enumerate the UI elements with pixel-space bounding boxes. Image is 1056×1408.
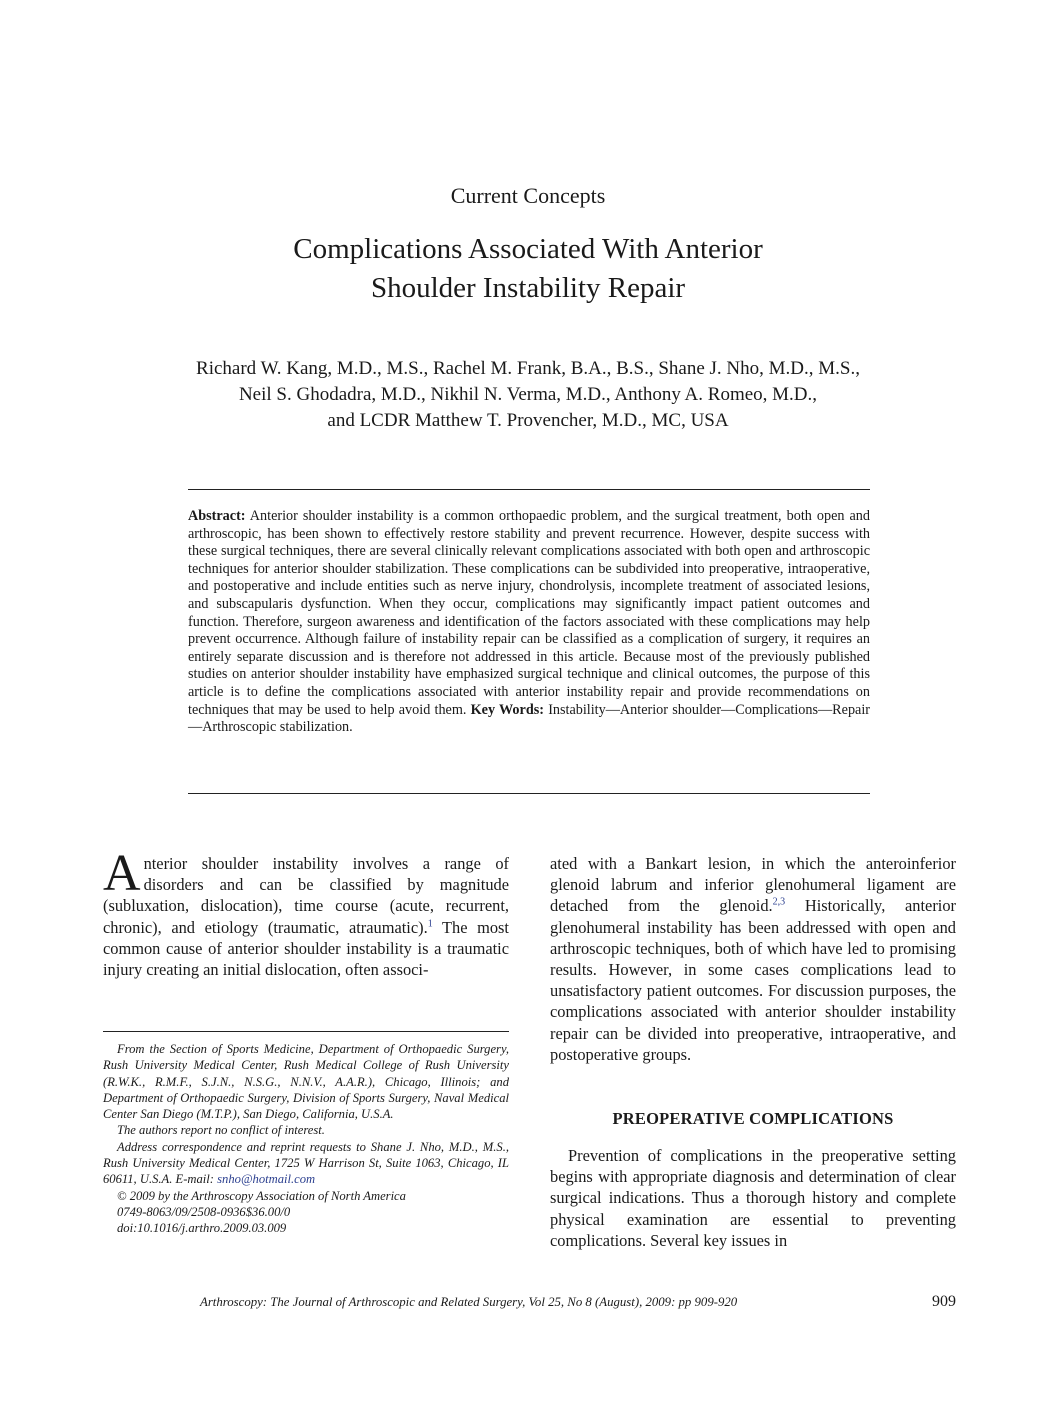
article-title bbox=[0, 230, 1056, 308]
journal-citation: Arthroscopy: The Journal of Arthroscopic and Related Surgery, Vol 25, No 8 (August), 2009: pp 909-920 bbox=[200, 1295, 738, 1309]
left-text-a: nterior shoulder instability involves a range of disorders and can be classified by magnitude (subluxation, dislocation), time course (acute, recurrent, chronic), and etiology (traumatic, atraumatic). bbox=[103, 854, 509, 937]
abstract-text: Anterior shoulder instability is a common orthopaedic problem, and the surgical treatment, both open and arthroscopic, has been shown to effectively restore stability and prevent recurrence. However, despite success with these surgical techniques, there are several clinically relevant complications associated with both open and arthroscopic techniques for anterior shoulder stabilization. These complications can be subdivided into preoperative, intraoperative, and postoperative and include entities such as nerve injury, chondrolysis, incomplete treatment of associated lesions, and subscapularis dysfunction. When they occur, complications may significantly impact patient outcomes and function. Therefore, surgeon awareness and identification of the factors associated with these complications may help prevent occurrence. Although failure of instability repair can be classified as a complication of surgery, it requires an entirely separate discussion and is therefore not addressed in this article. Because most of the previously published studies on anterior shoulder instability have emphasized surgical technique and clinical outcomes, the purpose of this article is to define the complications associated with anterior instability repair and provide recommendations on techniques that may be used to help avoid them. bbox=[188, 508, 870, 718]
body-column-left bbox=[103, 845, 509, 980]
keywords-label: Key Words: bbox=[470, 701, 544, 718]
preoperative-paragraph: Prevention of complications in the preoperative setting begins with appropriate diagnosis and determination of clear surgical indications. Thus a thorough history and complete physical examination are essential to preventing complications. Several key issues in bbox=[550, 1146, 956, 1250]
footnote-copyright: © 2009 by the Arthroscopy Association of North America bbox=[117, 1188, 406, 1203]
abstract-block bbox=[188, 508, 870, 737]
footnote-issn: 0749-8063/09/2508-0936$36.00/0 bbox=[117, 1204, 291, 1219]
email-link[interactable]: snho@hotmail.com bbox=[217, 1172, 316, 1187]
title-line-2: Shoulder Instability Repair bbox=[370, 272, 686, 304]
section-heading: PREOPERATIVE COMPLICATIONS bbox=[612, 1109, 894, 1128]
body-column-right bbox=[550, 853, 956, 1065]
footnote-rule bbox=[103, 1031, 509, 1032]
section-label: Current Concepts bbox=[450, 183, 606, 208]
address-text: Address correspondence and reprint requests to Shane J. Nho, M.D., M.S., Rush University Medical Center, 1725 W Harrison St, Suite 1063, Chicago, IL 60611, U.S.A. E-mail: bbox=[103, 1139, 509, 1187]
abstract-label: Abstract: bbox=[188, 508, 246, 524]
right-text-a: ated with a Bankart lesion, in which the anteroinferior glenoid labrum and inferior glenohumeral ligament are detached from the glenoid. bbox=[550, 854, 956, 916]
page-number: 909 bbox=[932, 1293, 956, 1310]
keywords-text: Instability—Anterior shoulder—Complications—Repair—Arthroscopic stabilization. bbox=[188, 701, 870, 736]
authors-line-2: Neil S. Ghodadra, M.D., Nikhil N. Verma, M.D., Anthony A. Romeo, M.D., bbox=[238, 384, 818, 405]
footnote-conflict: The authors report no conflict of interest. bbox=[117, 1123, 325, 1138]
reference-link-1[interactable]: 1 bbox=[427, 918, 433, 930]
abstract-top-rule bbox=[188, 489, 870, 490]
footnote-affiliation: From the Section of Sports Medicine, Department of Orthopaedic Surgery, Rush University Medical Center, Rush Medical College of Rush University (R.W.K., R.M.F., S.J.N., N.S.G., N.N.V., A.A.R.), Chicago, Illinois; and Department of Orthopaedic Surgery, Division of Sports Surgery, Naval Medical Center San Diego (M.T.P.), San Diego, California, U.S.A. bbox=[103, 1042, 509, 1122]
footnote-block bbox=[103, 1041, 509, 1237]
title-line-1: Complications Associated With Anterior bbox=[293, 233, 763, 265]
footnote-doi: doi:10.1016/j.arthro.2009.03.009 bbox=[117, 1221, 287, 1236]
abstract-bottom-rule bbox=[188, 793, 870, 794]
authors-line-1: Richard W. Kang, M.D., M.S., Rachel M. Frank, B.A., B.S., Shane J. Nho, M.D., M.S., bbox=[196, 358, 860, 379]
reference-link-2-3[interactable]: 2,3 bbox=[772, 896, 786, 908]
right-text-b: Historically, anterior glenohumeral instability has been addressed with open and arthroscopic techniques, both of which have led to promising results. However, in some cases complications lead to unsatisfactory patient outcomes. For discussion purposes, the complications associated with anterior shoulder instability repair can be divided into preoperative, intraoperative, and postoperative groups. bbox=[550, 896, 956, 1064]
drop-cap: A bbox=[103, 845, 141, 902]
left-text-b: The most common cause of anterior shoulder instability is a traumatic injury creating an initial dislocation, often associ- bbox=[103, 917, 509, 980]
footnote-address bbox=[103, 1139, 509, 1188]
authors-line-3: and LCDR Matthew T. Provencher, M.D., MC, USA bbox=[327, 410, 729, 431]
author-list bbox=[0, 356, 1056, 434]
